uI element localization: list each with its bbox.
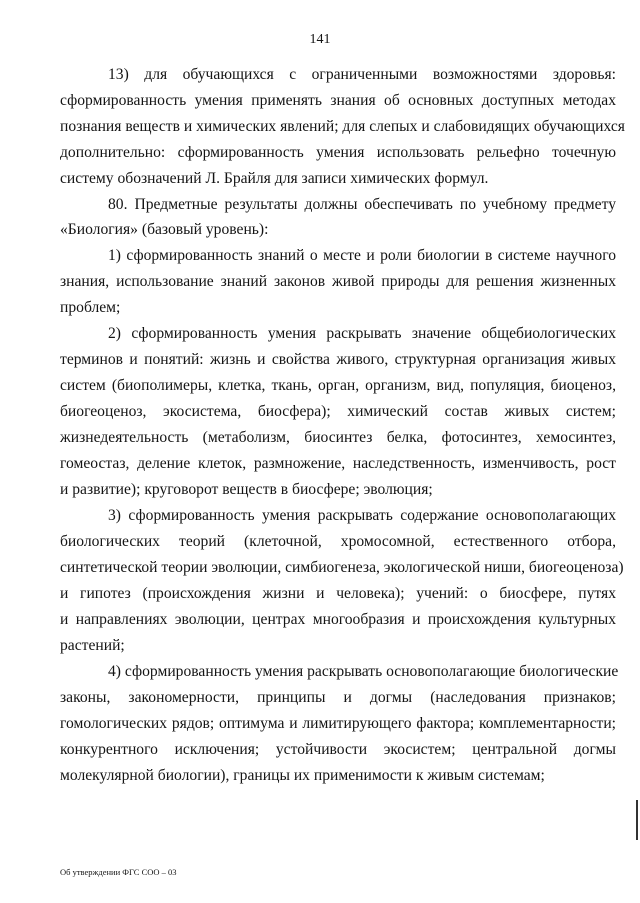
text-line: молекулярной биологии), границы их применимости к живым системам; [60,767,545,784]
text-line: 3) сформированность умения раскрывать содержание основополагающих [108,507,616,524]
page-number: 141 [309,32,331,47]
text-line: проблем; [60,299,121,316]
text-line: познания веществ и химических явлений; для слепых и слабовидящих обучающихся [60,118,625,135]
text-line: сформированность умения применять знания об основных доступных методах [60,92,616,109]
text-line: и направлениях эволюции, центрах многообразия и происхождения культурных [60,611,616,628]
text-line: гомологических рядов; оптимума и лимитирующего фактора; комплементарности; [60,715,616,732]
text-line: систем (биополимеры, клетка, ткань, орган, организм, вид, популяция, биоценоз, [60,377,616,394]
text-line: конкурентного исключения; устойчивости экосистем; центральной догмы [60,741,616,758]
document-footer: Об утверждении ФГС СОО – 03 [60,867,177,877]
text-line: биологических теорий (клеточной, хромосомной, естественного отбора, [60,533,616,550]
text-line: систему обозначений Л. Брайля для записи химических формул. [60,170,489,187]
text-line: синтетической теории эволюции, симбиогенеза, экологической ниши, биогеоценоза) [60,559,624,576]
text-line: жизнедеятельность (метаболизм, биосинтез белка, фотосинтез, хемосинтез, [60,429,616,446]
text-line: и развитие); круговорот веществ в биосфере; эволюция; [60,481,433,498]
text-line: гомеостаз, деление клеток, размножение, наследственность, изменчивость, рост [60,455,616,472]
text-line: знания, использование знаний законов живой природы для решения жизненных [60,273,616,290]
text-line: 1) сформированность знаний о месте и роли биологии в системе научного [108,247,616,264]
text-line: 80. Предметные результаты должны обеспечивать по учебному предмету [108,196,616,213]
text-line: «Биология» (базовый уровень): [60,221,269,238]
text-line: биогеоценоз, экосистема, биосфера); химический состав живых систем; [60,403,616,420]
text-line: законы, закономерности, принципы и догмы (наследования признаков; [60,689,616,706]
text-line: растений; [60,637,125,654]
text-line: 2) сформированность умения раскрывать значение общебиологических [108,325,616,342]
text-line: и гипотез (происхождения жизни и человека); учений: о биосфере, путях [60,585,616,602]
text-line: 13) для обучающихся с ограниченными возможностями здоровья: [108,66,616,83]
text-line: терминов и понятий: жизнь и свойства живого, структурная организация живых [60,351,616,368]
text-line: 4) сформированность умения раскрывать основополагающие биологические [108,663,619,680]
scan-edge-mark [636,800,638,840]
text-line: дополнительно: сформированность умения использовать рельефно точечную [60,144,616,161]
